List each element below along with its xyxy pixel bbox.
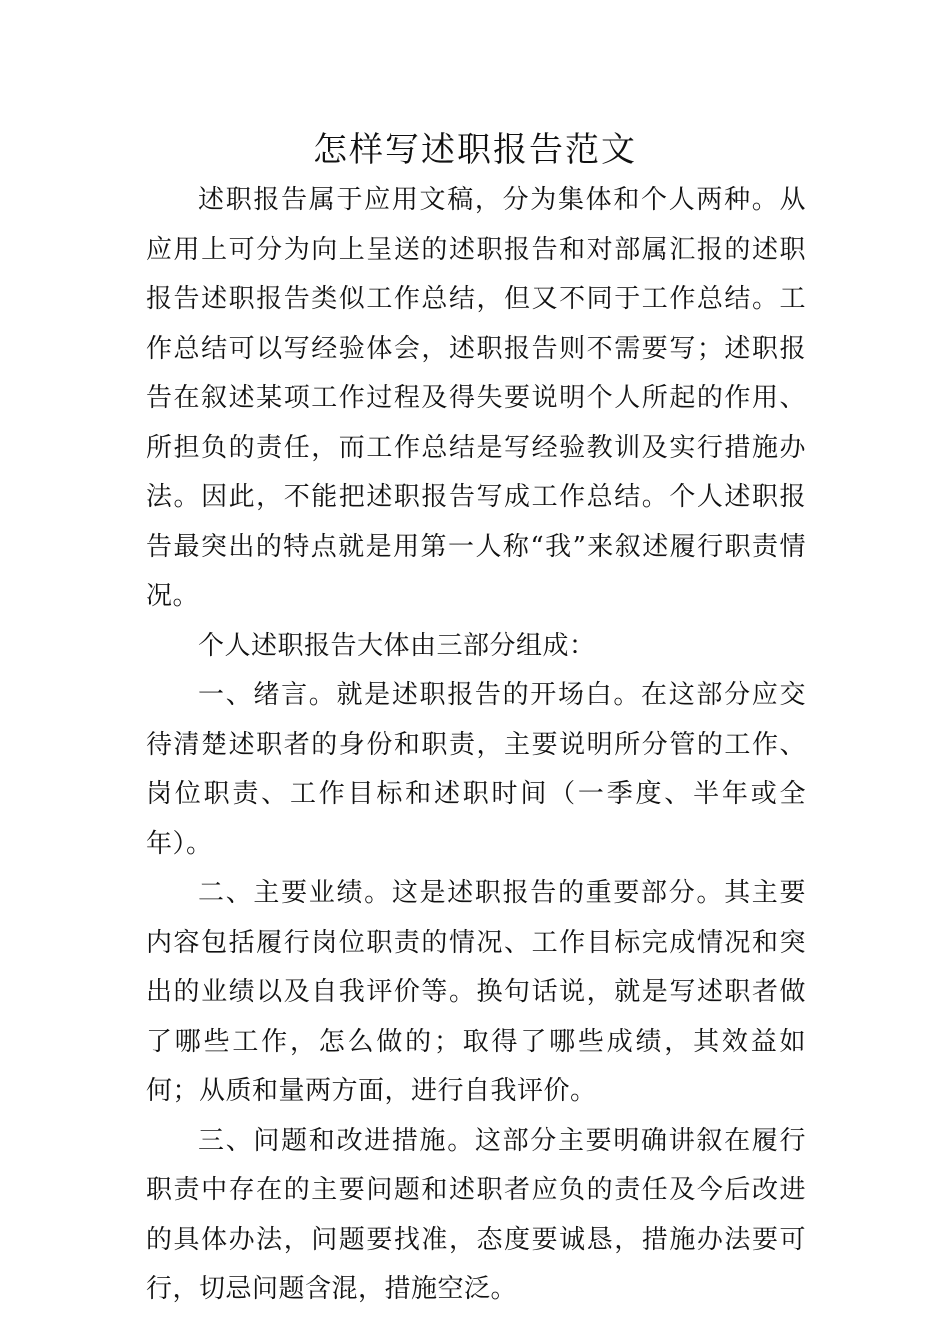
- paragraph-section-3: 三、问题和改进措施。这部分主要明确讲叙在履行职责中存在的主要问题和述职者应负的责任及今后改进的具体办法，问题要找准，态度要诚恳，措施办法要可行，切忌问题含混，措施空泛。: [146, 1125, 806, 1304]
- paragraph-structure: 个人述职报告大体由三部分组成：: [198, 630, 596, 661]
- paragraph-intro: 述职报告属于应用文稿，分为集体和个人两种。从应用上可分为向上呈送的述职报告和对部属汇报的述职报告述职报告类似工作总结，但又不同于工作总结。工作总结可以写经验体会，述职报告则不需要写；述职报告在叙述某项工作过程及得失要说明个人所起的作用、所担负的责任，而工作总结是写经验教训及实行措施办法。因此，不能把述职报告写成工作总结。个人述职报告最突出的特点就是用第一人称“我”来叙述履行职责情况。: [146, 185, 806, 611]
- paragraph-section-1: 一、绪言。就是述职报告的开场白。在这部分应交待清楚述职者的身份和职责，主要说明所分管的工作、岗位职责、工作目标和述职时间（一季度、半年或全年）。: [146, 680, 806, 859]
- document-title: 怎样写述职报告范文: [313, 130, 637, 170]
- document-body: [146, 176, 806, 1315]
- paragraph-section-2: 二、主要业绩。这是述职报告的重要部分。其主要内容包括履行岗位职责的情况、工作目标完成情况和突出的业绩以及自我评价等。换句话说，就是写述职者做了哪些工作，怎么做的；取得了哪些成绩，其效益如何；从质和量两方面，进行自我评价。: [146, 878, 806, 1106]
